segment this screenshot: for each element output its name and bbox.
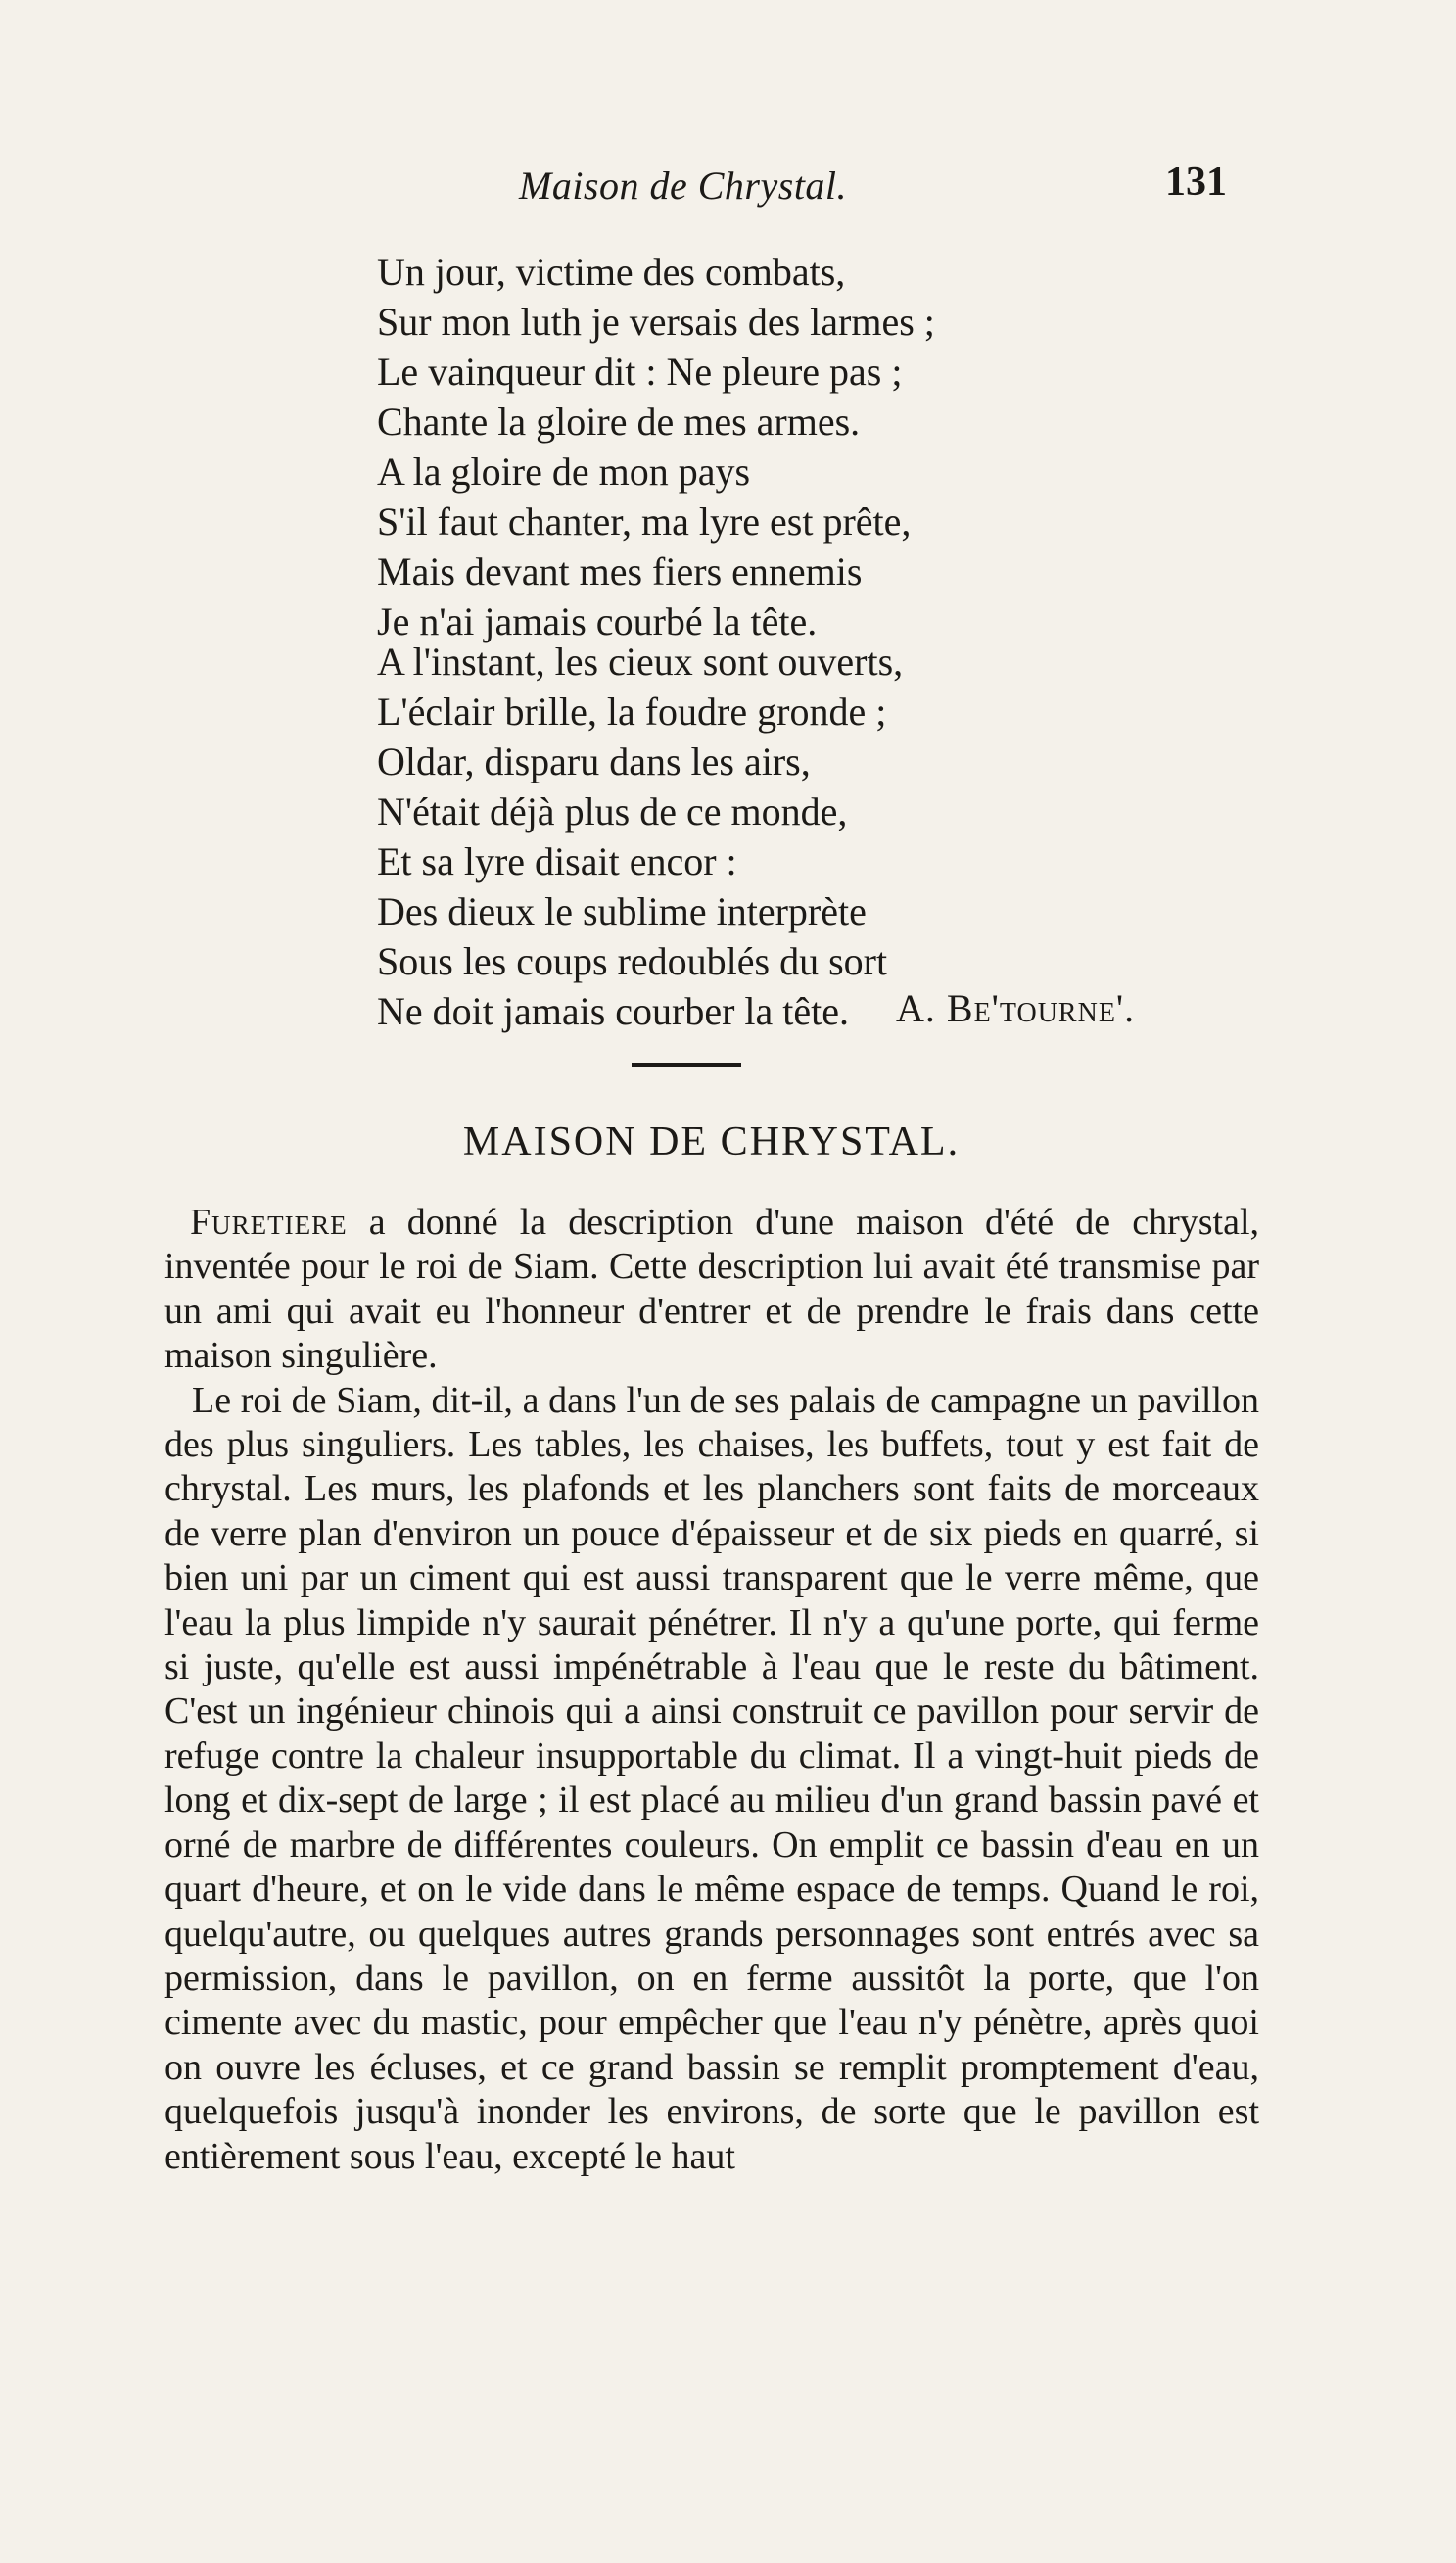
poem-line: A la gloire de mon pays: [377, 450, 751, 494]
poem-line: Oldar, disparu dans les airs,: [377, 739, 811, 783]
poem-line: Ne doit jamais courber la tête.: [377, 989, 850, 1033]
poem-stanza-2: [377, 637, 903, 1036]
poem-line: Sous les coups redoublés du sort: [377, 939, 888, 983]
running-title: Maison de Chrystal.: [519, 164, 848, 208]
poem-line: A l'instant, les cieux sont ouverts,: [377, 640, 904, 684]
section-title: [0, 1118, 1456, 1165]
poem-line: Le vainqueur dit : Ne pleure pas ;: [377, 350, 903, 394]
poem-line: Mais devant mes fiers ennemis: [377, 549, 863, 593]
poem-line: Sur mon luth je versais des larmes ;: [377, 300, 935, 344]
poem-signature: A. Be'tourne'.: [896, 986, 1136, 1030]
paragraph-lead-word: Furetiere: [190, 1202, 348, 1243]
paragraph: [164, 1201, 1259, 1379]
section-title-text: MAISON DE CHRYSTAL.: [462, 1119, 961, 1164]
paragraph-text: a donné la description d'une maison d'été de chrystal, inventée pour le roi de Siam. Cette description lui avait été transmise par un ami qui avait eu l'honneur d'entrer et de prendre le frais dans cette maison singulière.: [164, 1202, 1259, 1377]
poem-stanza-1: [377, 247, 935, 646]
poem-line: Un jour, victime des combats,: [377, 250, 846, 294]
poem-line: Chante la gloire de mes armes.: [377, 400, 861, 444]
article-body: [164, 1201, 1259, 2179]
poem-line: Je n'ai jamais courbé la tête.: [377, 599, 818, 643]
running-head: [0, 157, 1456, 215]
paragraph: Le roi de Siam, dit-il, a dans l'un de ses palais de campagne un pavillon des plus singuliers. Les tables, les chaises, les buffets, tout y est fait de chrystal. Les murs, les plafonds et les planchers sont faits de morceaux de verre plan d'environ un pouce d'épaisseur et de six pieds en quarré, si bien uni par un ciment qui est aussi transparent que le verre même, que l'eau la plus limpide n'y saurait pénétrer. Il n'y a qu'une porte, qui ferme si juste, qu'elle est aussi impénétrable à l'eau que le reste du bâtiment. C'est un ingénieur chinois qui a ainsi construit ce pavillon pour servir de refuge contre la chaleur insupportable du climat. Il a vingt-huit pieds de long et dix-sept de large ; il est placé au milieu d'un grand bassin pavé et orné de marbre de différentes couleurs. On emplit ce bassin d'eau en un quart d'heure, et on le vide dans le même espace de temps. Quand le roi, quelqu'autre, ou quelques autres grands personnages sont entrés avec sa permission, dans le pavillon, on en ferme aussitôt la porte, que l'on cimente avec du mastic, pour empêcher que l'eau n'y pénètre, après quoi on ouvre les écluses, et ce grand bassin se remplit promptement d'eau, quelquefois jusqu'à inonder les environs, de sorte que le pavillon est entièrement sous l'eau, excepté le haut: [164, 1379, 1259, 2177]
poem-line: S'il faut chanter, ma lyre est prête,: [377, 499, 912, 544]
poem-line: N'était déjà plus de ce monde,: [377, 789, 848, 833]
poem-line: Des dieux le sublime interprète: [377, 889, 867, 933]
poem-line: Et sa lyre disait encor :: [377, 839, 737, 883]
page-number: 131: [1165, 160, 1227, 205]
section-divider: [632, 1063, 741, 1067]
poem-line: L'éclair brille, la foudre gronde ;: [377, 689, 887, 734]
